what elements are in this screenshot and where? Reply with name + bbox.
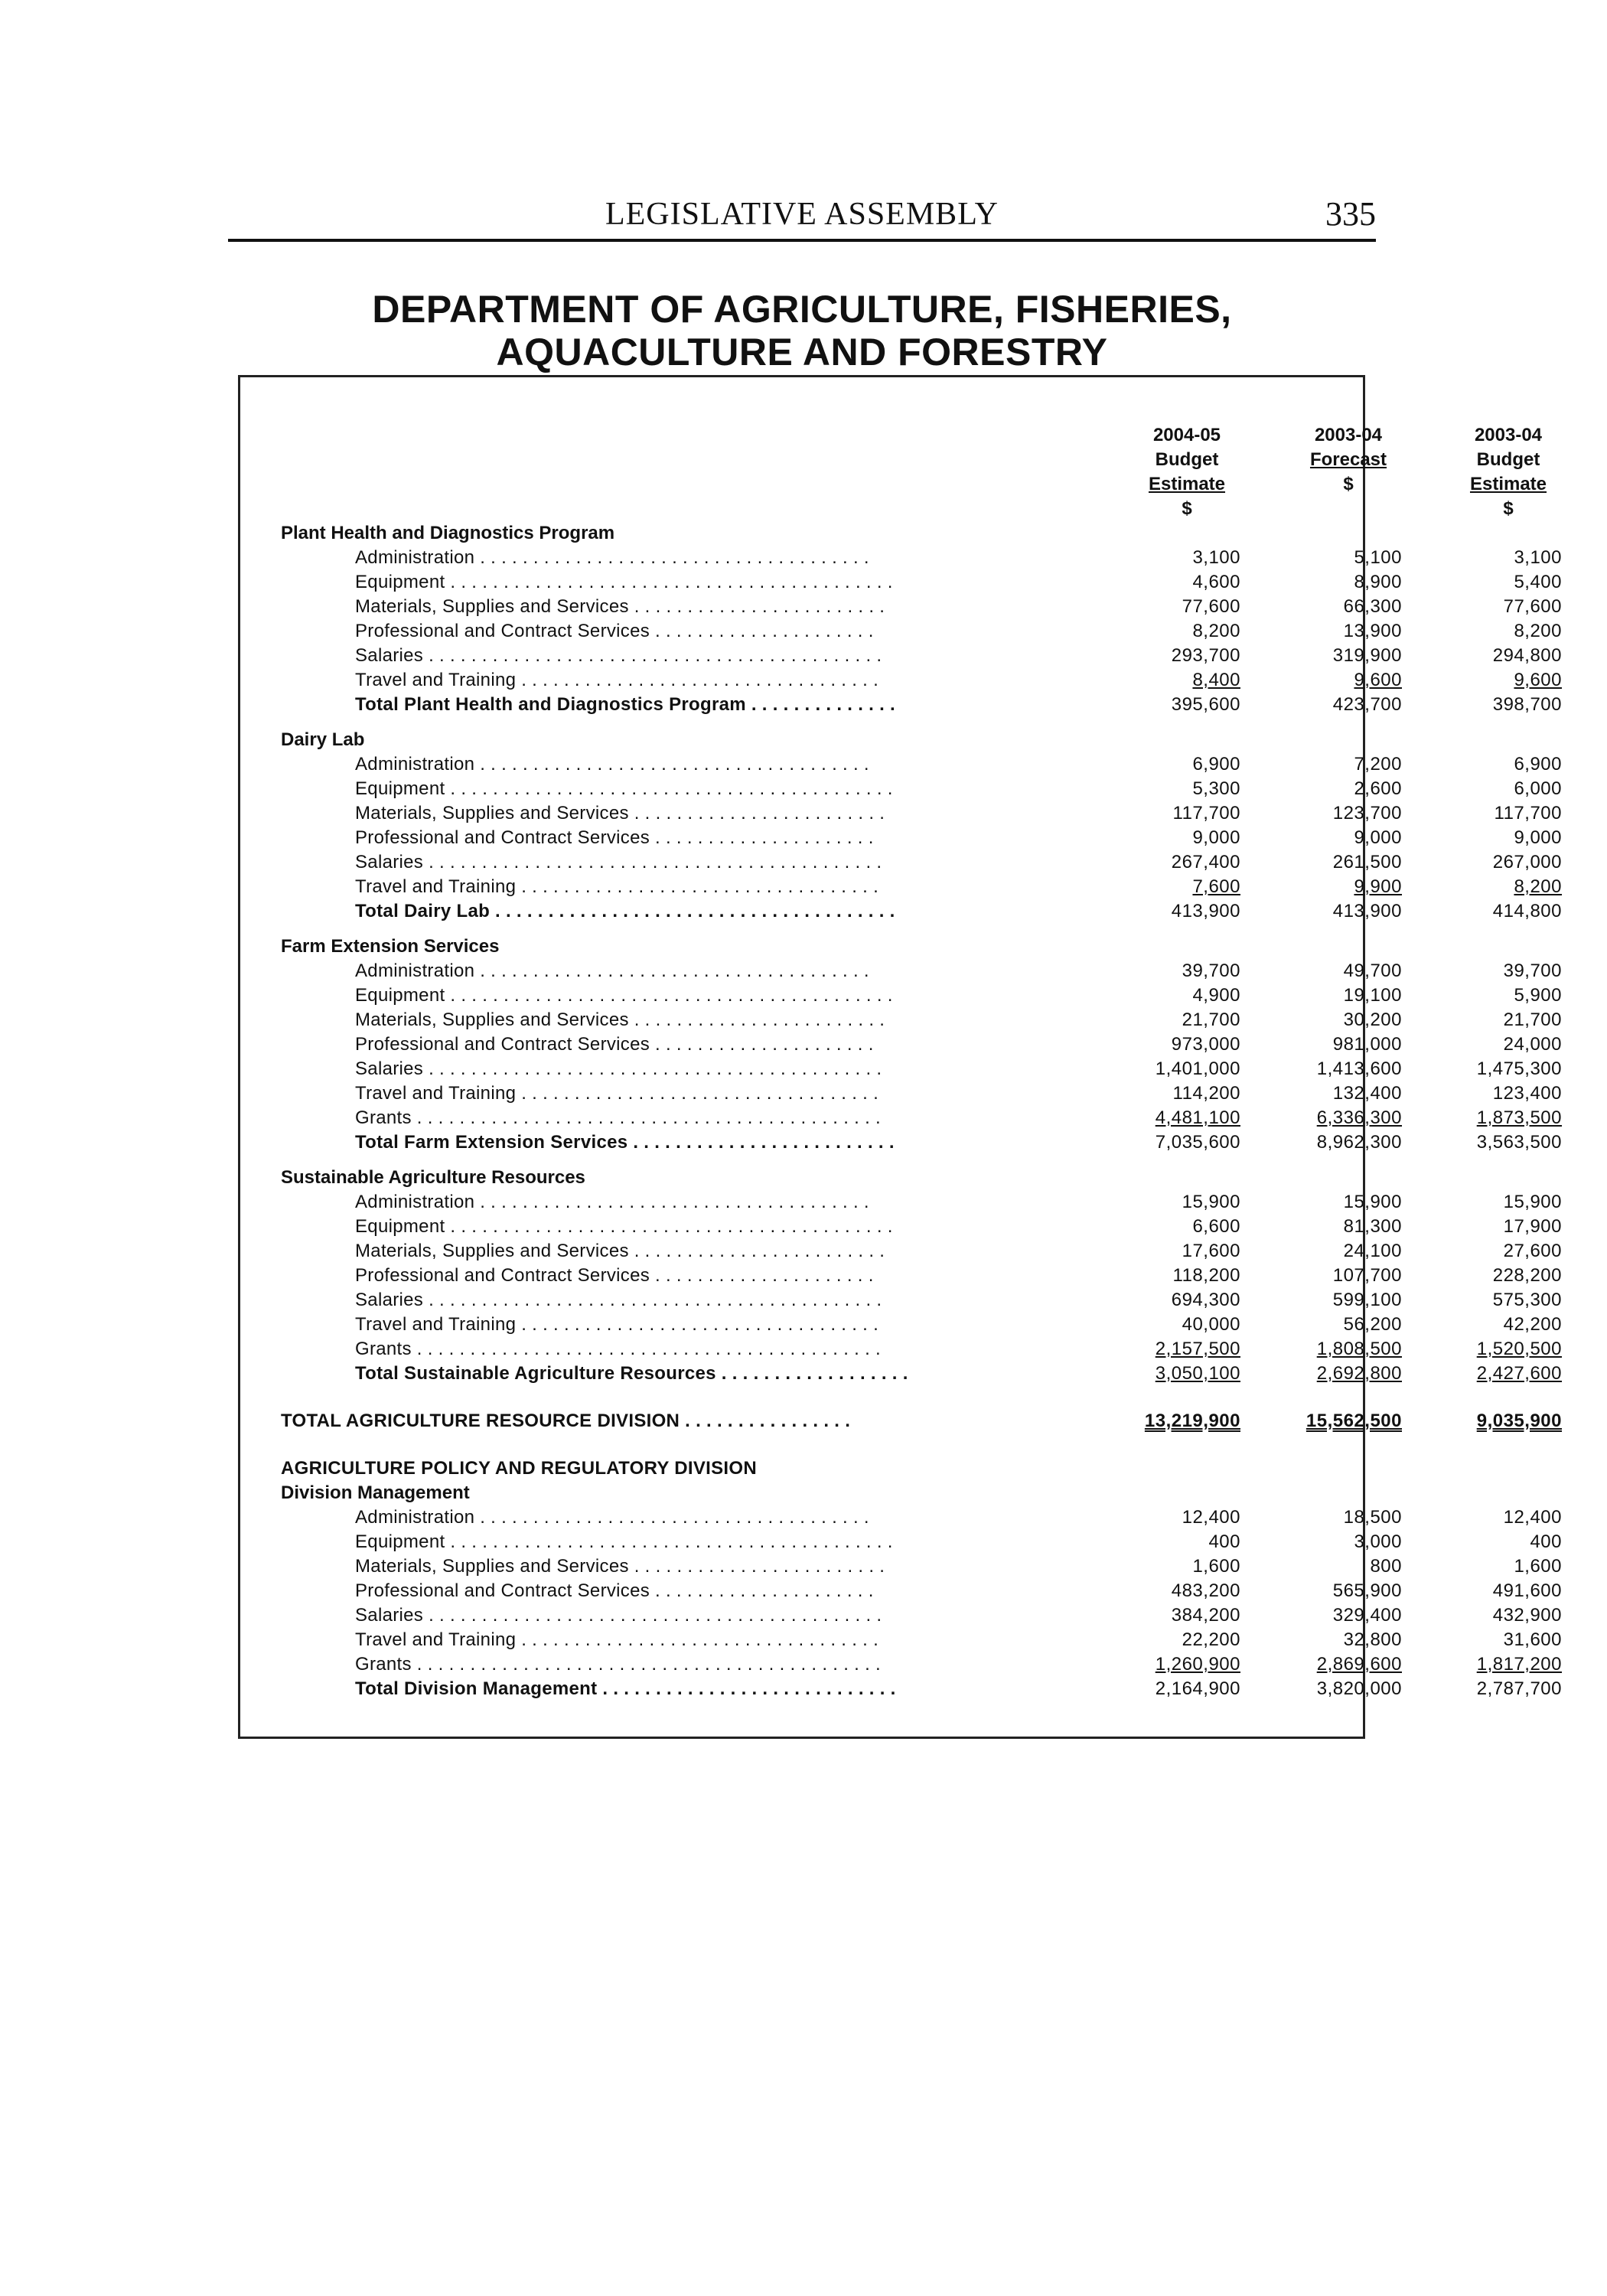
document-title — [228, 288, 1376, 373]
amount-cell: 17,900 — [1503, 1216, 1562, 1237]
amount-cell: 31,600 — [1503, 1629, 1562, 1650]
table-row — [240, 1215, 1562, 1239]
line-item-label: Professional and Contract Services . . . . . . . . . . . . . . . . . . . . . — [355, 1580, 874, 1601]
table-row — [240, 619, 1562, 644]
amount-cell: 319,900 — [1332, 645, 1402, 666]
column-header-2004-05-budget-estimate: 2004-05 Budget Estimate $ — [1148, 425, 1226, 519]
line-item-label: Professional and Contract Services . . . . . . . . . . . . . . . . . . . . . — [355, 827, 874, 848]
table-row — [240, 1190, 1562, 1215]
amount-cell: 9,035,900 — [1476, 1411, 1562, 1431]
line-item-label: Grants . . . . . . . . . . . . . . . . . . . . . . . . . . . . . . . . . . . . . . . . . . . . — [355, 1339, 882, 1359]
line-item-label: Salaries . . . . . . . . . . . . . . . . . . . . . . . . . . . . . . . . . . . . . . . . . . . — [355, 1058, 882, 1079]
grand-total-label: TOTAL AGRICULTURE RESOURCE DIVISION . . . . . . . . . . . . . . . . — [281, 1411, 851, 1431]
section-heading: Farm Extension Services — [281, 936, 500, 957]
amount-cell: 6,600 — [1192, 1216, 1240, 1237]
section-heading: Plant Health and Diagnostics Program — [281, 523, 615, 543]
line-item-label: Salaries . . . . . . . . . . . . . . . . . . . . . . . . . . . . . . . . . . . . . . . . . . . — [355, 645, 882, 666]
table-row — [240, 546, 1562, 570]
amount-cell: 267,400 — [1171, 852, 1240, 872]
subtotal-label: Total Farm Extension Services . . . . . . . . . . . . . . . . . . . . . . . . . — [355, 1132, 895, 1153]
section-row — [240, 1166, 1363, 1190]
line-item-label: Equipment . . . . . . . . . . . . . . . . . . . . . . . . . . . . . . . . . . . . . . . . . . — [355, 572, 893, 592]
amount-cell: 1,401,000 — [1155, 1058, 1240, 1079]
amount-cell: 21,700 — [1182, 1009, 1240, 1030]
amount-cell: 8,200 — [1192, 621, 1240, 641]
amount-cell: 483,200 — [1171, 1580, 1240, 1601]
amount-cell: 21,700 — [1503, 1009, 1562, 1030]
amount-cell: 3,820,000 — [1316, 1678, 1402, 1699]
table-row — [240, 668, 1562, 693]
section-row — [240, 934, 1363, 959]
amount-cell: 8,200 — [1514, 876, 1562, 897]
amount-cell: 261,500 — [1332, 852, 1402, 872]
amount-cell: 565,900 — [1332, 1580, 1402, 1601]
amount-cell: 7,200 — [1354, 754, 1402, 775]
amount-cell: 9,600 — [1354, 670, 1402, 690]
amount-cell: 107,700 — [1332, 1265, 1402, 1286]
line-item-label: Travel and Training . . . . . . . . . . . . . . . . . . . . . . . . . . . . . . . . . . — [355, 1629, 879, 1650]
amount-cell: 24,000 — [1503, 1034, 1562, 1055]
table-row — [240, 983, 1562, 1008]
line-item-label: Equipment . . . . . . . . . . . . . . . . . . . . . . . . . . . . . . . . . . . . . . . . . . — [355, 1531, 893, 1552]
amount-cell: 3,100 — [1514, 547, 1562, 568]
amount-cell: 5,100 — [1354, 547, 1402, 568]
table-row — [240, 850, 1562, 875]
table-row — [240, 1106, 1562, 1130]
line-item-label: Materials, Supplies and Services . . . . . . . . . . . . . . . . . . . . . . . . — [355, 1556, 885, 1577]
amount-cell: 2,692,800 — [1316, 1363, 1402, 1384]
line-item-label: Travel and Training . . . . . . . . . . . . . . . . . . . . . . . . . . . . . . . . . . — [355, 670, 879, 690]
table-row — [240, 1579, 1562, 1603]
table-row — [240, 1628, 1562, 1652]
table-row — [240, 826, 1562, 850]
amount-cell: 1,520,500 — [1476, 1339, 1562, 1359]
amount-cell: 118,200 — [1172, 1265, 1240, 1286]
grand-row — [240, 1409, 1562, 1433]
line-item-label: Equipment . . . . . . . . . . . . . . . . . . . . . . . . . . . . . . . . . . . . . . . . . . — [355, 1216, 893, 1237]
amount-cell: 4,600 — [1192, 572, 1240, 592]
document-title-line-2: AQUACULTURE AND FORESTRY — [496, 331, 1108, 373]
table-row — [240, 1057, 1562, 1081]
line-item-label: Travel and Training . . . . . . . . . . . . . . . . . . . . . . . . . . . . . . . . . . — [355, 1314, 879, 1335]
line-item-label: Equipment . . . . . . . . . . . . . . . . . . . . . . . . . . . . . . . . . . . . . . . . . . — [355, 985, 893, 1006]
amount-cell: 2,427,600 — [1476, 1363, 1562, 1384]
amount-cell: 8,200 — [1514, 621, 1562, 641]
total-row — [240, 1130, 1562, 1155]
table-row — [240, 1313, 1562, 1337]
amount-cell: 30,200 — [1343, 1009, 1402, 1030]
line-item-label: Materials, Supplies and Services . . . . . . . . . . . . . . . . . . . . . . . . — [355, 803, 885, 823]
section-heading: Dairy Lab — [281, 729, 365, 750]
amount-cell: 4,481,100 — [1155, 1107, 1240, 1128]
amount-cell: 981,000 — [1332, 1034, 1402, 1055]
table-row — [240, 595, 1562, 619]
amount-cell: 1,873,500 — [1476, 1107, 1562, 1128]
amount-cell: 2,164,900 — [1155, 1678, 1240, 1699]
amount-cell: 1,260,900 — [1155, 1654, 1240, 1675]
amount-cell: 9,900 — [1354, 876, 1402, 897]
section-row — [240, 521, 1363, 546]
amount-cell: 24,100 — [1343, 1241, 1402, 1261]
amount-cell: 15,900 — [1182, 1192, 1240, 1212]
table-row — [240, 752, 1562, 777]
line-item-label: Administration . . . . . . . . . . . . . . . . . . . . . . . . . . . . . . . . . . . . . — [355, 754, 869, 775]
amount-cell: 77,600 — [1503, 596, 1562, 617]
total-row — [240, 1677, 1562, 1701]
amount-cell: 228,200 — [1492, 1265, 1562, 1286]
budget-table — [238, 375, 1562, 1739]
amount-cell: 39,700 — [1182, 960, 1240, 981]
amount-cell: 9,000 — [1354, 827, 1402, 848]
table-row — [240, 1239, 1562, 1264]
amount-cell: 9,000 — [1514, 827, 1562, 848]
line-item-label: Materials, Supplies and Services . . . . . . . . . . . . . . . . . . . . . . . . — [355, 596, 885, 617]
amount-cell: 1,808,500 — [1316, 1339, 1402, 1359]
section-row — [240, 728, 1363, 752]
total-row — [240, 1362, 1562, 1386]
amount-cell: 1,475,300 — [1476, 1058, 1562, 1079]
amount-cell: 293,700 — [1171, 645, 1240, 666]
amount-cell: 5,300 — [1192, 778, 1240, 799]
table-row — [240, 1505, 1562, 1530]
amount-cell: 15,562,500 — [1305, 1411, 1402, 1431]
amount-cell: 5,400 — [1514, 572, 1562, 592]
line-item-label: Administration . . . . . . . . . . . . . . . . . . . . . . . . . . . . . . . . . . . . . — [355, 960, 869, 981]
amount-cell: 1,600 — [1192, 1556, 1240, 1577]
table-row — [240, 875, 1562, 899]
line-item-label: Professional and Contract Services . . . . . . . . . . . . . . . . . . . . . — [355, 1265, 874, 1286]
table-row — [240, 1652, 1562, 1677]
amount-cell: 12,400 — [1182, 1507, 1240, 1528]
table-row — [240, 644, 1562, 668]
amount-cell: 294,800 — [1492, 645, 1562, 666]
table-row — [240, 1603, 1562, 1628]
amount-cell: 7,035,600 — [1155, 1132, 1240, 1153]
amount-cell: 423,700 — [1332, 694, 1402, 715]
amount-cell: 123,400 — [1492, 1083, 1562, 1104]
table-row — [240, 801, 1562, 826]
amount-cell: 8,400 — [1192, 670, 1240, 690]
amount-cell: 6,900 — [1192, 754, 1240, 775]
amount-cell: 491,600 — [1492, 1580, 1562, 1601]
amount-cell: 2,157,500 — [1155, 1339, 1240, 1359]
amount-cell: 114,200 — [1172, 1083, 1240, 1104]
column-header-2003-04-budget-estimate: 2003-04 Budget Estimate $ — [1469, 425, 1547, 519]
amount-cell: 12,400 — [1503, 1507, 1562, 1528]
section-heading: Division Management — [281, 1482, 470, 1503]
line-item-label: Salaries . . . . . . . . . . . . . . . . . . . . . . . . . . . . . . . . . . . . . . . . . . . — [355, 852, 882, 872]
amount-cell: 66,300 — [1343, 596, 1402, 617]
amount-cell: 694,300 — [1171, 1290, 1240, 1310]
amount-cell: 3,050,100 — [1155, 1363, 1240, 1384]
amount-cell: 13,900 — [1343, 621, 1402, 641]
running-header — [228, 191, 1376, 242]
line-item-label: Travel and Training . . . . . . . . . . . . . . . . . . . . . . . . . . . . . . . . . . — [355, 1083, 879, 1104]
amount-cell: 40,000 — [1182, 1314, 1240, 1335]
amount-cell: 267,000 — [1492, 852, 1562, 872]
total-row — [240, 693, 1562, 717]
line-item-label: Professional and Contract Services . . . . . . . . . . . . . . . . . . . . . — [355, 1034, 874, 1055]
subtotal-label: Total Plant Health and Diagnostics Program . . . . . . . . . . . . . . — [355, 694, 896, 715]
amount-cell: 1,413,600 — [1316, 1058, 1402, 1079]
amount-cell: 117,700 — [1494, 803, 1562, 823]
section-heading: Sustainable Agriculture Resources — [281, 1167, 585, 1188]
amount-cell: 27,600 — [1503, 1241, 1562, 1261]
subtotal-label: Total Dairy Lab . . . . . . . . . . . . . . . . . . . . . . . . . . . . . . . . . . . . . . — [355, 901, 895, 921]
amount-cell: 8,962,300 — [1316, 1132, 1402, 1153]
amount-cell: 17,600 — [1182, 1241, 1240, 1261]
total-row — [240, 899, 1562, 924]
table-row — [240, 1337, 1562, 1362]
line-item-label: Materials, Supplies and Services . . . . . . . . . . . . . . . . . . . . . . . . — [355, 1241, 885, 1261]
amount-cell: 9,000 — [1192, 827, 1240, 848]
amount-cell: 6,900 — [1514, 754, 1562, 775]
table-row — [240, 1008, 1562, 1032]
line-item-label: Grants . . . . . . . . . . . . . . . . . . . . . . . . . . . . . . . . . . . . . . . . . . . . — [355, 1654, 882, 1675]
line-item-label: Materials, Supplies and Services . . . . . . . . . . . . . . . . . . . . . . . . — [355, 1009, 885, 1030]
page-number: 335 — [1325, 195, 1376, 233]
amount-cell: 56,200 — [1343, 1314, 1402, 1335]
document-title-line-1: DEPARTMENT OF AGRICULTURE, FISHERIES, — [372, 288, 1232, 331]
amount-cell: 2,787,700 — [1476, 1678, 1562, 1699]
amount-cell: 329,400 — [1332, 1605, 1402, 1626]
table-row — [240, 1264, 1562, 1288]
amount-cell: 2,600 — [1354, 778, 1402, 799]
amount-cell: 395,600 — [1171, 694, 1240, 715]
table-row — [240, 1554, 1562, 1579]
amount-cell: 384,200 — [1171, 1605, 1240, 1626]
amount-cell: 432,900 — [1492, 1605, 1562, 1626]
amount-cell: 49,700 — [1343, 960, 1402, 981]
amount-cell: 599,100 — [1332, 1290, 1402, 1310]
section-row — [240, 1481, 1363, 1505]
amount-cell: 117,700 — [1172, 803, 1240, 823]
amount-cell: 13,219,900 — [1144, 1411, 1240, 1431]
amount-cell: 3,563,500 — [1476, 1132, 1562, 1153]
table-row — [240, 1288, 1562, 1313]
table-row — [240, 1530, 1562, 1554]
line-item-label: Equipment . . . . . . . . . . . . . . . . . . . . . . . . . . . . . . . . . . . . . . . . . . — [355, 778, 893, 799]
amount-cell: 15,900 — [1503, 1192, 1562, 1212]
table-row — [240, 1081, 1562, 1106]
amount-cell: 77,600 — [1182, 596, 1240, 617]
column-header-2003-04-forecast: 2003-04 Forecast $ — [1309, 425, 1387, 494]
amount-cell: 42,200 — [1503, 1314, 1562, 1335]
line-item-label: Administration . . . . . . . . . . . . . . . . . . . . . . . . . . . . . . . . . . . . . — [355, 1507, 869, 1528]
amount-cell: 132,400 — [1332, 1083, 1402, 1104]
amount-cell: 6,000 — [1514, 778, 1562, 799]
division-heading: AGRICULTURE POLICY AND REGULATORY DIVISION — [281, 1458, 757, 1479]
amount-cell: 413,900 — [1332, 901, 1402, 921]
amount-cell: 19,100 — [1343, 985, 1402, 1006]
amount-cell: 4,900 — [1192, 985, 1240, 1006]
line-item-label: Salaries . . . . . . . . . . . . . . . . . . . . . . . . . . . . . . . . . . . . . . . . . . . — [355, 1290, 882, 1310]
division-row — [240, 1456, 1363, 1481]
amount-cell: 1,600 — [1514, 1556, 1562, 1577]
amount-cell: 39,700 — [1503, 960, 1562, 981]
line-item-label: Grants . . . . . . . . . . . . . . . . . . . . . . . . . . . . . . . . . . . . . . . . . . . . — [355, 1107, 882, 1128]
amount-cell: 81,300 — [1343, 1216, 1402, 1237]
amount-cell: 7,600 — [1192, 876, 1240, 897]
amount-cell: 22,200 — [1182, 1629, 1240, 1650]
amount-cell: 123,700 — [1332, 803, 1402, 823]
subtotal-label: Total Sustainable Agriculture Resources . . . . . . . . . . . . . . . . . . — [355, 1363, 908, 1384]
line-item-label: Travel and Training . . . . . . . . . . . . . . . . . . . . . . . . . . . . . . . . . . — [355, 876, 879, 897]
amount-cell: 3,000 — [1354, 1531, 1402, 1552]
line-item-label: Salaries . . . . . . . . . . . . . . . . . . . . . . . . . . . . . . . . . . . . . . . . . . . — [355, 1605, 882, 1626]
line-item-label: Administration . . . . . . . . . . . . . . . . . . . . . . . . . . . . . . . . . . . . . — [355, 547, 869, 568]
amount-cell: 18,500 — [1343, 1507, 1402, 1528]
table-row — [240, 777, 1562, 801]
amount-cell: 2,869,600 — [1316, 1654, 1402, 1675]
amount-cell: 400 — [1208, 1531, 1240, 1552]
line-item-label: Administration . . . . . . . . . . . . . . . . . . . . . . . . . . . . . . . . . . . . . — [355, 1192, 869, 1212]
amount-cell: 3,100 — [1192, 547, 1240, 568]
amount-cell: 8,900 — [1354, 572, 1402, 592]
table-row — [240, 570, 1562, 595]
amount-cell: 1,817,200 — [1476, 1654, 1562, 1675]
amount-cell: 6,336,300 — [1316, 1107, 1402, 1128]
line-item-label: Professional and Contract Services . . . . . . . . . . . . . . . . . . . . . — [355, 621, 874, 641]
table-row — [240, 1032, 1562, 1057]
amount-cell: 413,900 — [1171, 901, 1240, 921]
amount-cell: 32,800 — [1343, 1629, 1402, 1650]
running-title: LEGISLATIVE ASSEMBLY — [605, 197, 999, 232]
amount-cell: 575,300 — [1492, 1290, 1562, 1310]
amount-cell: 400 — [1530, 1531, 1562, 1552]
subtotal-label: Total Division Management . . . . . . . . . . . . . . . . . . . . . . . . . . . . — [355, 1678, 896, 1699]
amount-cell: 398,700 — [1492, 694, 1562, 715]
amount-cell: 414,800 — [1492, 901, 1562, 921]
amount-cell: 9,600 — [1514, 670, 1562, 690]
amount-cell: 973,000 — [1171, 1034, 1240, 1055]
amount-cell: 5,900 — [1514, 985, 1562, 1006]
amount-cell: 15,900 — [1343, 1192, 1402, 1212]
amount-cell: 800 — [1370, 1556, 1402, 1577]
table-row — [240, 959, 1562, 983]
